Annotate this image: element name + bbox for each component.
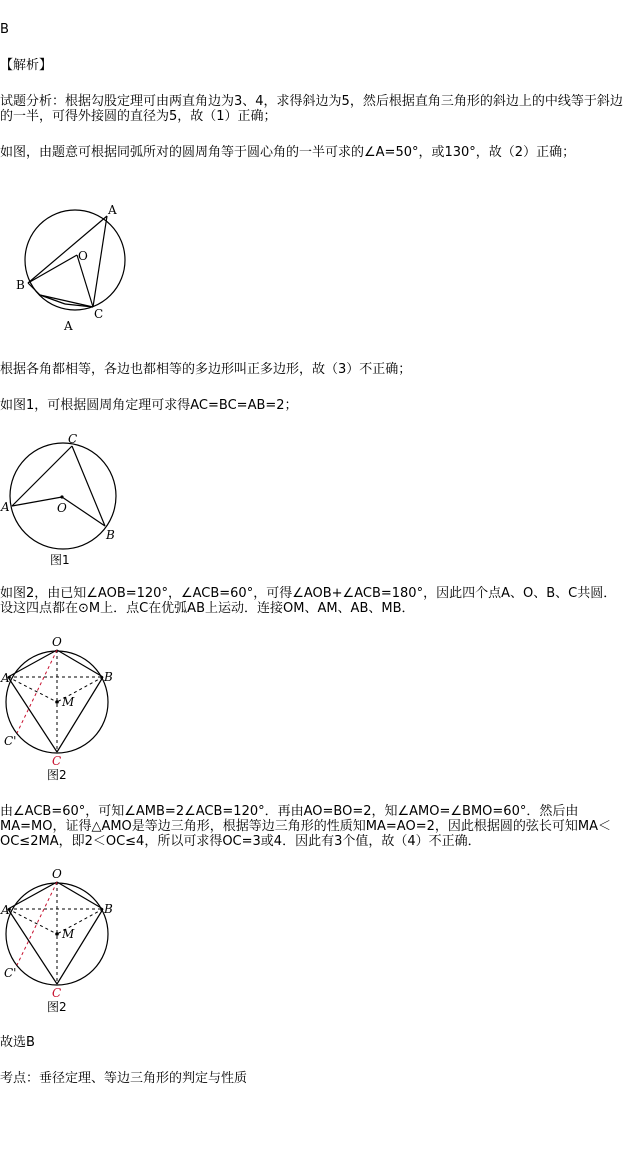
fig2-caption: 图2	[47, 768, 67, 782]
kaodian: 考点：垂径定理、等边三角形的判定与性质	[0, 1071, 248, 1086]
fig-a-label-C: C	[94, 307, 104, 321]
paragraph-6: 由∠ACB=60°，可知∠AMB=2∠ACB=120°．再由AO=BO=2，知∠AMO=∠BMO=60°．然后由MA=MO，证得△AMO是等边三角形，根据等边三角形的性质知MA=AO=2，因此根据圆的弦长可知MA＜OC≤2MA，即2＜OC≤4，所以可求得OC=3或4．因此有3个值，故（4）不正确．	[0, 804, 611, 849]
fig1-label-B: B	[106, 528, 115, 542]
fig1-label-A: A	[1, 500, 10, 514]
fig3-label-C: C	[52, 986, 62, 1000]
fig-a-label-A: A	[108, 203, 117, 217]
fig2-label-A: A	[1, 671, 10, 685]
fig1-label-O: O	[57, 501, 67, 515]
paragraph-1: 试题分析：根据勾股定理可由两直角边为3、4，求得斜边为5，然后根据直角三角形的斜边上的中线等于斜边的一半，可得外接圆的直径为5，故（1）正确；	[0, 94, 623, 124]
fig2-label-C-prime: C'	[4, 734, 17, 748]
fig2-label-O: O	[52, 635, 62, 649]
fig2-label-B: B	[104, 670, 113, 684]
fig3-label-C-prime: C'	[4, 966, 17, 980]
paragraph-5: 如图2，由已知∠AOB=120°，∠ACB=60°，可得∠AOB+∠ACB=180°，因此四个点A、O、B、C共圆．设这四点都在⊙M上．点C在优弧AB上运动．连接OM、AM、AB、MB．	[0, 586, 617, 616]
answer-line: B	[0, 22, 9, 37]
figure-2-repeat	[0, 862, 130, 1012]
fig3-label-B: B	[104, 902, 113, 916]
paragraph-2: 如图，由题意可根据同弧所对的圆周角等于圆心角的一半可求的∠A=50°，或130°，故（2）正确；	[0, 145, 576, 160]
fig3-label-A: A	[1, 903, 10, 917]
fig3-caption: 图2	[47, 1000, 67, 1014]
fig3-label-O: O	[52, 867, 62, 881]
fig2-label-C: C	[52, 754, 62, 768]
conclusion: 故选B	[0, 1035, 35, 1050]
fig2-label-M: M	[62, 695, 75, 709]
fig1-caption: 图1	[50, 553, 70, 567]
fig-a-label-A2: A	[64, 319, 73, 333]
fig-a-label-O: O	[78, 249, 88, 263]
figure-1	[0, 428, 130, 568]
analysis-heading: 【解析】	[0, 58, 53, 73]
fig-a-label-B: B	[16, 278, 25, 292]
fig1-label-C: C	[68, 432, 78, 446]
paragraph-3: 根据各角都相等，各边也都相等的多边形叫正多边形，故（3）不正确；	[0, 362, 412, 377]
paragraph-4: 如图1，可根据圆周角定理可求得AC=BC=AB=2；	[0, 398, 298, 413]
fig3-label-M: M	[62, 927, 75, 941]
figure-2	[0, 630, 130, 780]
figure-circle-a	[10, 198, 140, 338]
